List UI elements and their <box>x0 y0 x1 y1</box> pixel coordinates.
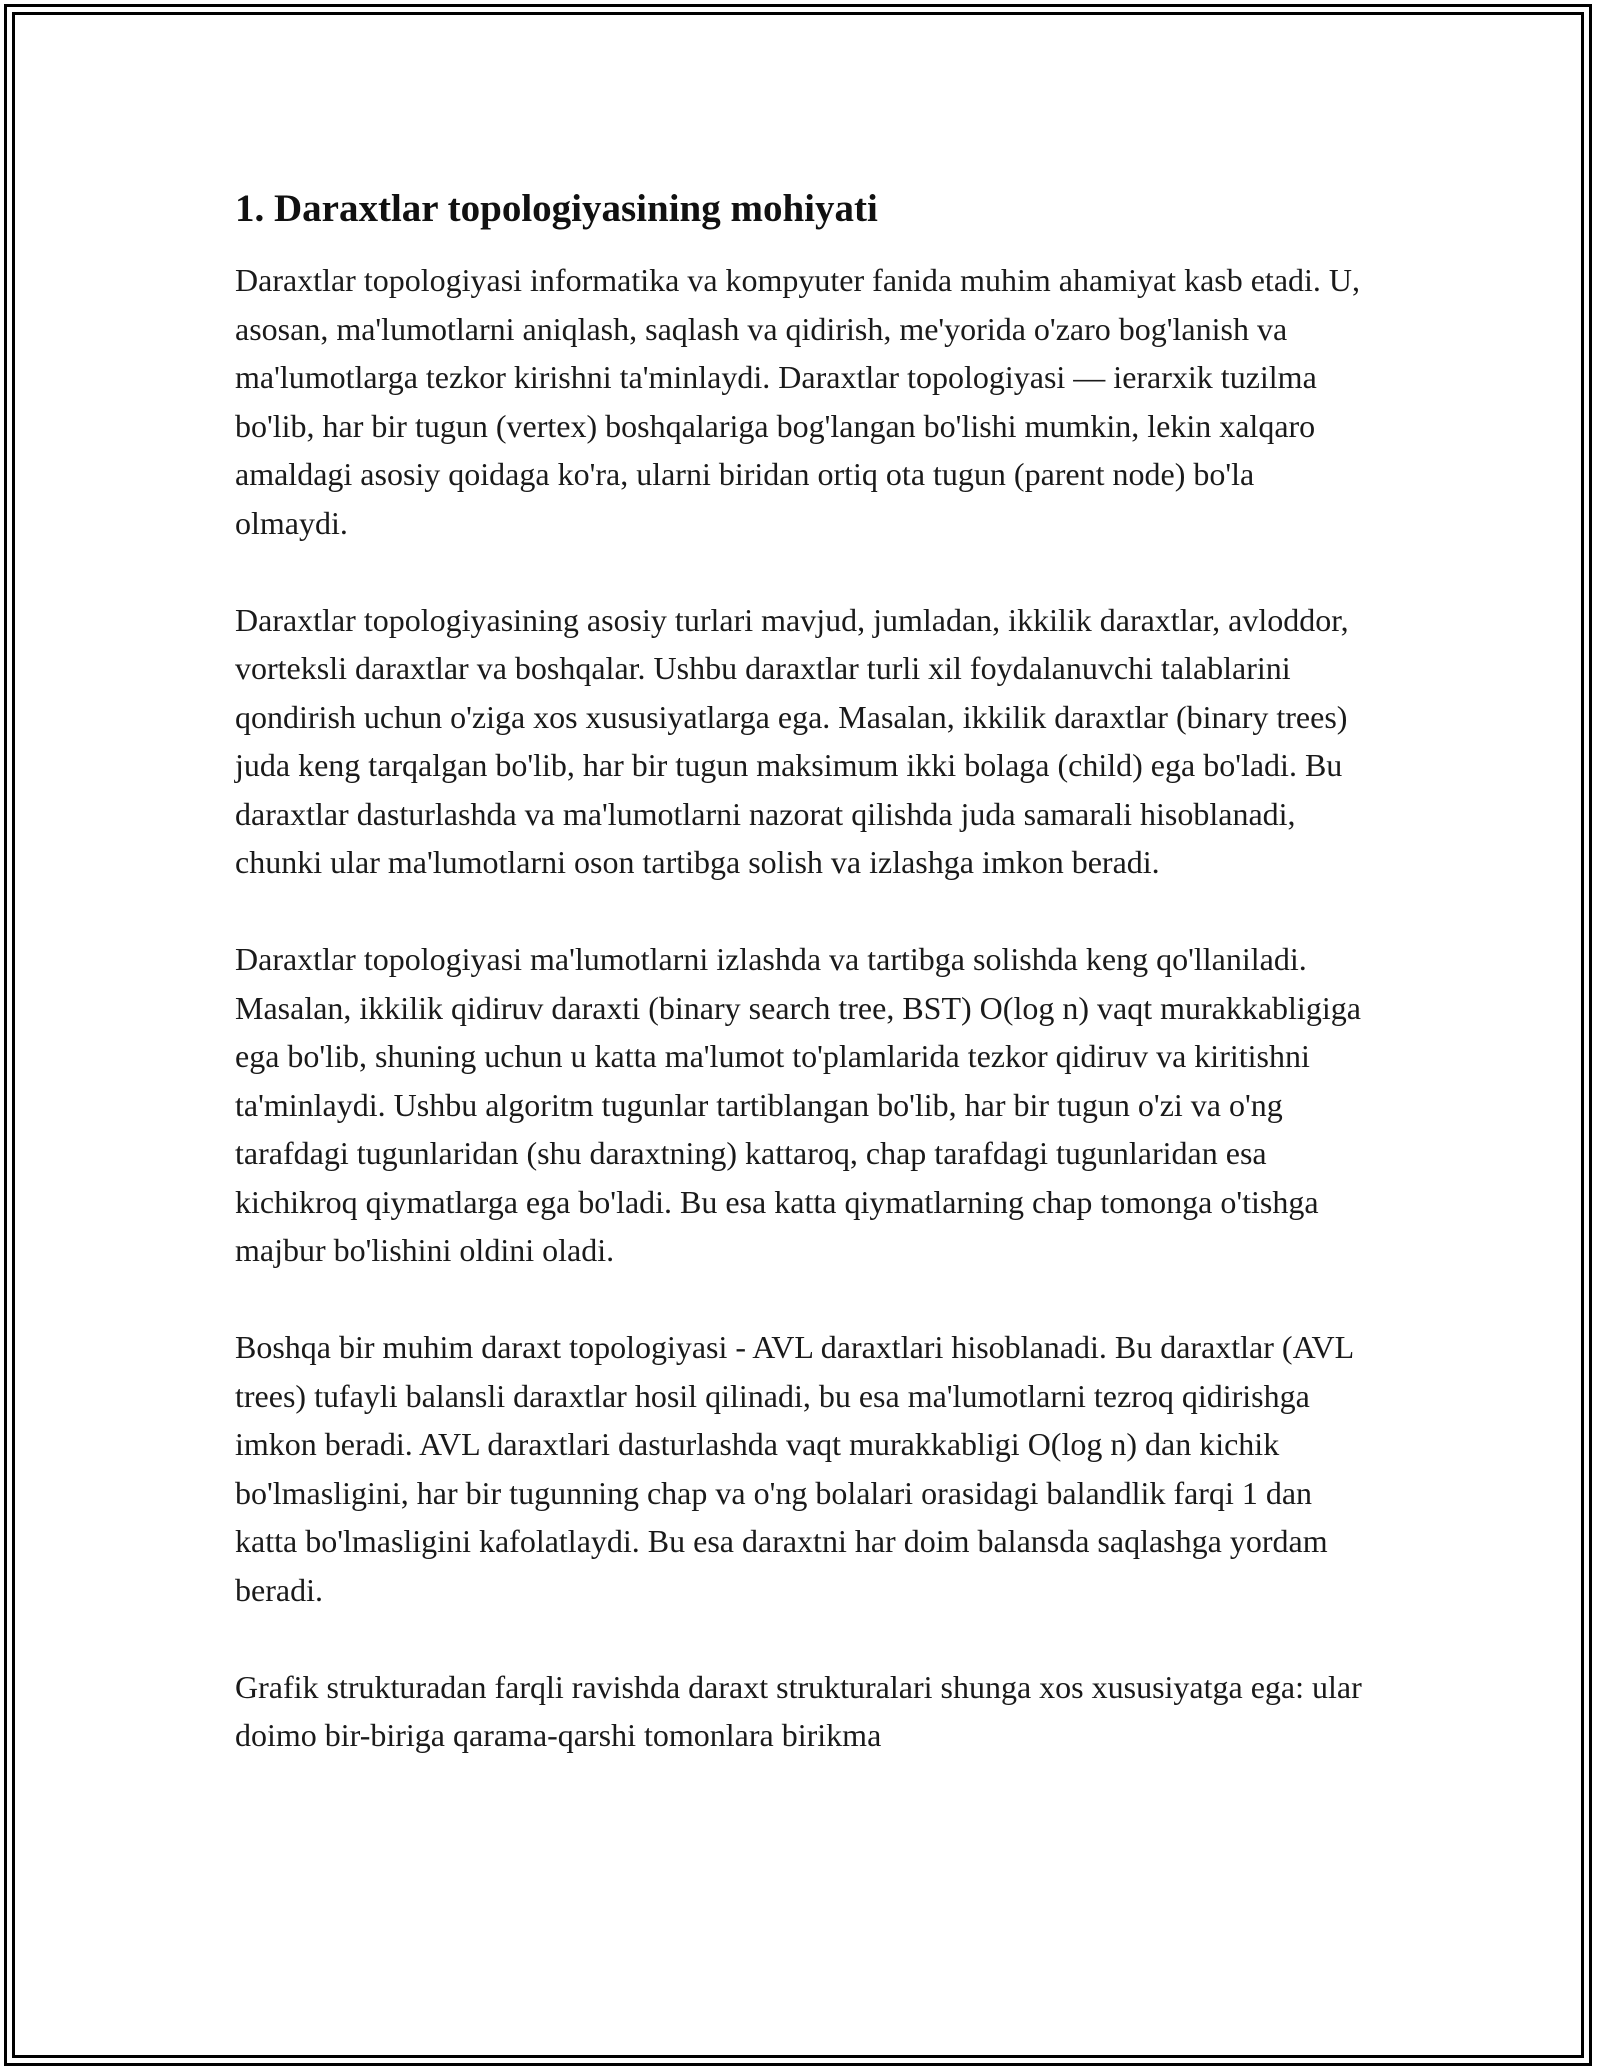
section-heading: 1. Daraxtlar topologiyasining mohiyati <box>235 187 878 230</box>
paragraph-4: Boshqa bir muhim daraxt topologiyasi - AVL daraxtlari hisoblanadi. Bu daraxtlar (AVL trees) tufayli balansli daraxtlar hosil qilinadi, bu esa ma'lumotlarni tezroq qidirishga imkon beradi. AVL daraxtlari dasturlashda vaqt murakkabligi O(log n) dan kichik bo'lmasligini, har bir tugunning chap va o'ng bolalari orasidagi balandlik farqi 1 dan katta bo'lmasligini kafolatlaydi. Bu esa daraxtni har doim balansda saqlashga yordam beradi. <box>235 1329 1354 1608</box>
paragraph-3: Daraxtlar topologiyasi ma'lumotlarni izlashda va tartibga solishda keng qo'llaniladi. Masalan, ikkilik qidiruv daraxti (binary search tree, BST) O(log n) vaqt murakkabligiga ega bo'lib, shuning uchun u katta ma'lumot to'plamlarida tezkor qidiruv va kiritishni ta'minlaydi. Ushbu algoritm tugunlar tartiblangan bo'lib, har bir tugun o'zi va o'ng tarafdagi tugunlaridan (shu daraxtning) kattaroq, chap tarafdagi tugunlaridan esa kichikroq qiymatlarga ega bo'ladi. Bu esa katta qiymatlarning chap tomonga o'tishga majbur bo'lishini oldini oladi. <box>235 941 1361 1268</box>
paragraph-5: Grafik strukturadan farqli ravishda daraxt strukturalari shunga xos xususiyatga ega: ular doimo bir-biriga qarama-qarshi tomonlara birikma <box>235 1668 1362 1753</box>
document-body <box>235 186 1375 1808</box>
paragraph-2: Daraxtlar topologiyasining asosiy turlari mavjud, jumladan, ikkilik daraxtlar, avloddor, vorteksli daraxtlar va boshqalar. Ushbu daraxtlar turli xil foydalanuvchi talablarini qondirish uchun o'ziga xos xususiyatlarga ega. Masalan, ikkilik daraxtlar (binary trees) juda keng tarqalgan bo'lib, har bir tugun maksimum ikki bolaga (child) ega bo'ladi. Bu daraxtlar dasturlashda va ma'lumotlarni nazorat qilishda juda samarali hisoblanadi, chunki ular ma'lumotlarni oson tartibga solish va izlashga imkon beradi. <box>235 601 1349 880</box>
paragraph-1: Daraxtlar topologiyasi informatika va kompyuter fanida muhim ahamiyat kasb etadi. U, asosan, ma'lumotlarni aniqlash, saqlash va qidirish, me'yorida o'zaro bog'lanish va ma'lumotlarga tezkor kirishni ta'minlaydi. Daraxtlar topologiyasi — ierarxik tuzilma bo'lib, har bir tugun (vertex) boshqalariga bog'langan bo'lishi mumkin, lekin xalqaro amaldagi asosiy qoidaga ko'ra, ularni biridan ortiq ota tugun (parent node) bo'la olmaydi. <box>235 262 1361 541</box>
